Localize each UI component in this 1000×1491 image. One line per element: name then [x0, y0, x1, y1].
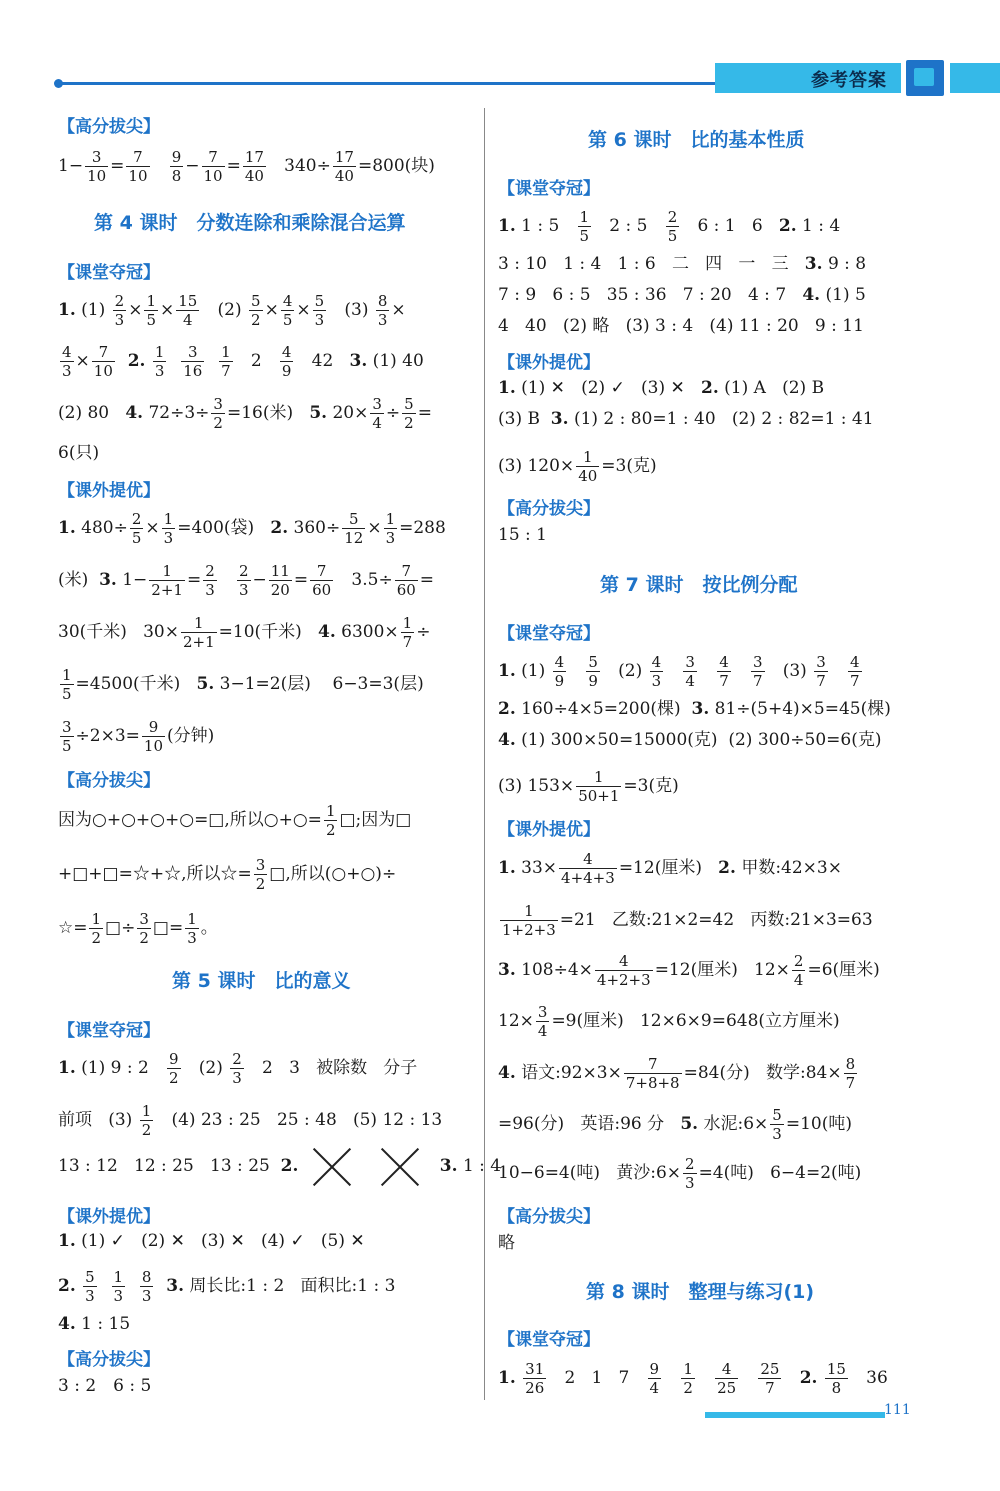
- section-label: 【课外提优】: [498, 820, 600, 840]
- answer-line: 1. (1) $\frac{4}{9}$ $\frac{5}{9}$ (2) $\frac{4}{3}$ $\frac{3}{4}$ $\frac{4}{7}$ $\frac{3}{7}$ (3) $\frac{3}{7}$ $\frac{4}{7}$: [498, 653, 860, 690]
- answer-line: (3) 120× $\frac{1}{40}$ =3(克): [498, 448, 657, 485]
- page-number: 111: [884, 1402, 911, 1418]
- answer-line: (3) B 3. (1) 2 : 80=1 : 40 (2) 2 : 82=1 : 41: [498, 409, 874, 429]
- section-label: 【高分拔尖】: [58, 1350, 160, 1370]
- answer-line: (米) 3. 1− $\frac{1}{2+1}$ = $\frac{2}{3}$ $\frac{2}{3}$ − $\frac{11}{20}$ = $\frac{7}{60}$ 3.5÷ $\frac{7}{60}$ =: [58, 562, 435, 599]
- answer-line: 4. 语文:92×3× $\frac{7}{7+8+8}$ =84(分) 数学:84× $\frac{8}{7}$: [498, 1055, 856, 1092]
- answer-line: 2. $\frac{5}{3}$ $\frac{1}{3}$ $\frac{8}{3}$ 3. 周长比:1 : 2 面积比:1 : 3: [58, 1268, 396, 1305]
- answer-line: 前项 (3) $\frac{1}{2}$ (4) 23 : 25 25 : 48 (5) 12 : 13: [58, 1102, 443, 1139]
- answer-line: =96(分) 英语:96 分 5. 水泥:6× $\frac{5}{3}$ =10(吨): [498, 1106, 852, 1143]
- corner-strip: [950, 63, 1000, 93]
- answer-line: 1. 1 : 5 $\frac{1}{5}$ 2 : 5 $\frac{2}{5}$ 6 : 1 6 2. 1 : 4: [498, 208, 841, 245]
- answer-line: 1. (1) ✓ (2) ✕ (3) ✕ (4) ✓ (5) ✕: [58, 1231, 365, 1251]
- answer-line: $\frac{3}{5}$ ÷2×3= $\frac{9}{10}$ (分钟): [62, 718, 215, 755]
- corner-icon: [906, 60, 944, 96]
- answer-line: (3) 153× $\frac{1}{50+1}$ =3(克): [498, 768, 679, 805]
- section-label: 【高分拔尖】: [58, 771, 160, 791]
- answer-line: $\frac{1}{1+2+3}$ =21 乙数:21×2=42 丙数:21×3=63: [502, 902, 873, 939]
- answer-line: 13 : 12 12 : 25 13 : 25 2. 3. 1 : 4: [58, 1146, 501, 1187]
- answer-line: 1. (1) 9 : 2 $\frac{9}{2}$ (2) $\frac{2}{3}$ 2 3 被除数 分子: [58, 1050, 418, 1087]
- column-divider: [484, 108, 485, 1400]
- header-label: 参考答案: [811, 70, 887, 91]
- section-label: 【高分拔尖】: [498, 499, 600, 519]
- cross-mark: [312, 1147, 352, 1187]
- answer-line: 1. 480÷ $\frac{2}{5}$ × $\frac{1}{3}$ =400(袋) 2. 360÷ $\frac{5}{12}$ × $\frac{1}{3}$ =288: [58, 510, 446, 547]
- cross-mark: [380, 1147, 420, 1187]
- answer-line: $\frac{4}{3}$ × $\frac{7}{10}$ 2. $\frac{1}{3}$ $\frac{3}{16}$ $\frac{1}{7}$ 2 $\frac{4}{9}$ 42 3. (1) 40: [62, 343, 424, 380]
- answer-line: 1. (1) $\frac{2}{3}$ × $\frac{1}{5}$ × $\frac{15}{4}$ (2) $\frac{5}{2}$ × $\frac{4}{5}$ × $\frac{5}{3}$ (3) $\frac{8}{3}$ ×: [58, 292, 406, 329]
- answer-line: 15 : 1: [498, 525, 547, 545]
- section-label: 【课外提优】: [498, 353, 600, 373]
- answer-line: 3. 108÷4× $\frac{4}{4+2+3}$ =12(厘米) 12× $\frac{2}{4}$ =6(厘米): [498, 952, 880, 989]
- answer-line: 2. 160÷4×5=200(棵) 3. 81÷(5+4)×5=45(棵): [498, 699, 891, 719]
- lesson-title: 第 4 课时 分数连除和乘除混合运算: [94, 212, 406, 234]
- section-label: 【课堂夺冠】: [58, 263, 160, 283]
- answer-line: 6(只): [58, 443, 100, 463]
- answer-line: 因为○+○+○+○=□,所以○+○= $\frac{1}{2}$ □;因为□: [58, 802, 412, 839]
- answer-line: 10−6=4(吨) 黄沙:6× $\frac{2}{3}$ =4(吨) 6−4=2(吨): [498, 1155, 862, 1192]
- answer-line: 12× $\frac{3}{4}$ =9(厘米) 12×6×9=648(立方厘米): [498, 1003, 840, 1040]
- answer-line: 1. $\frac{31}{26}$ 2 1 7 $\frac{9}{4}$ $\frac{1}{2}$ $\frac{4}{25}$ $\frac{25}{7}$ 2. $\frac{15}{8}$ 36: [498, 1360, 888, 1397]
- answer-line: 4. 1 : 15: [58, 1314, 131, 1334]
- header-banner: [715, 63, 901, 93]
- answer-line: 3 : 2 6 : 5: [58, 1376, 152, 1396]
- answer-line: 4. (1) 300×50=15000(克) (2) 300÷50=6(克): [498, 730, 882, 750]
- answer-line: $\frac{1}{5}$ =4500(千米) 5. 3−1=2(层) 6−3=3(层): [62, 666, 424, 703]
- lesson-title: 第 5 课时 比的意义: [172, 970, 351, 992]
- answer-line: 4 40 (2) 略 (3) 3 : 4 (4) 11 : 20 9 : 11: [498, 316, 864, 336]
- section-label: 【高分拔尖】: [58, 117, 160, 137]
- section-label: 【课堂夺冠】: [498, 179, 600, 199]
- section-label: 【课外提优】: [58, 1207, 160, 1227]
- answer-line: 30(千米) 30× $\frac{1}{2+1}$ =10(千米) 4. 6300× $\frac{1}{7}$ ÷: [58, 614, 431, 651]
- answer-line: (2) 80 4. 72÷3÷ $\frac{3}{2}$ =16(米) 5. 20× $\frac{3}{4}$ ÷ $\frac{5}{2}$ =: [58, 395, 432, 432]
- answer-line: +□+□=☆+☆,所以☆= $\frac{3}{2}$ □,所以(○+○)÷: [58, 856, 397, 893]
- section-label: 【课堂夺冠】: [498, 624, 600, 644]
- answer-line: 1. 33× $\frac{4}{4+4+3}$ =12(厘米) 2. 甲数:42×3×: [498, 850, 842, 887]
- footer-rule: [705, 1412, 885, 1418]
- section-label: 【课堂夺冠】: [58, 1021, 160, 1041]
- answer-line: 1− $\frac{3}{10}$ = $\frac{7}{10}$ $\frac{9}{8}$ − $\frac{7}{10}$ = $\frac{17}{40}$ 340÷ $\frac{17}{40}$ =800(块): [58, 148, 435, 185]
- answer-line: 3 : 10 1 : 4 1 : 6 二 四 一 三 3. 9 : 8: [498, 254, 867, 274]
- lesson-title: 第 6 课时 比的基本性质: [588, 129, 805, 151]
- section-label: 【高分拔尖】: [498, 1207, 600, 1227]
- answer-line: 略: [498, 1233, 515, 1253]
- answer-line: 1. (1) ✕ (2) ✓ (3) ✕ 2. (1) A (2) B: [498, 378, 825, 398]
- section-label: 【课堂夺冠】: [498, 1330, 600, 1350]
- lesson-title: 第 7 课时 按比例分配: [600, 574, 798, 596]
- answer-line: ☆= $\frac{1}{2}$ □÷ $\frac{3}{2}$ □= $\frac{1}{3}$ 。: [58, 910, 218, 947]
- header-rule: [58, 82, 718, 85]
- section-label: 【课外提优】: [58, 481, 160, 501]
- lesson-title: 第 8 课时 整理与练习(1): [586, 1281, 815, 1303]
- answer-line: 7 : 9 6 : 5 35 : 36 7 : 20 4 : 7 4. (1) 5: [498, 285, 866, 305]
